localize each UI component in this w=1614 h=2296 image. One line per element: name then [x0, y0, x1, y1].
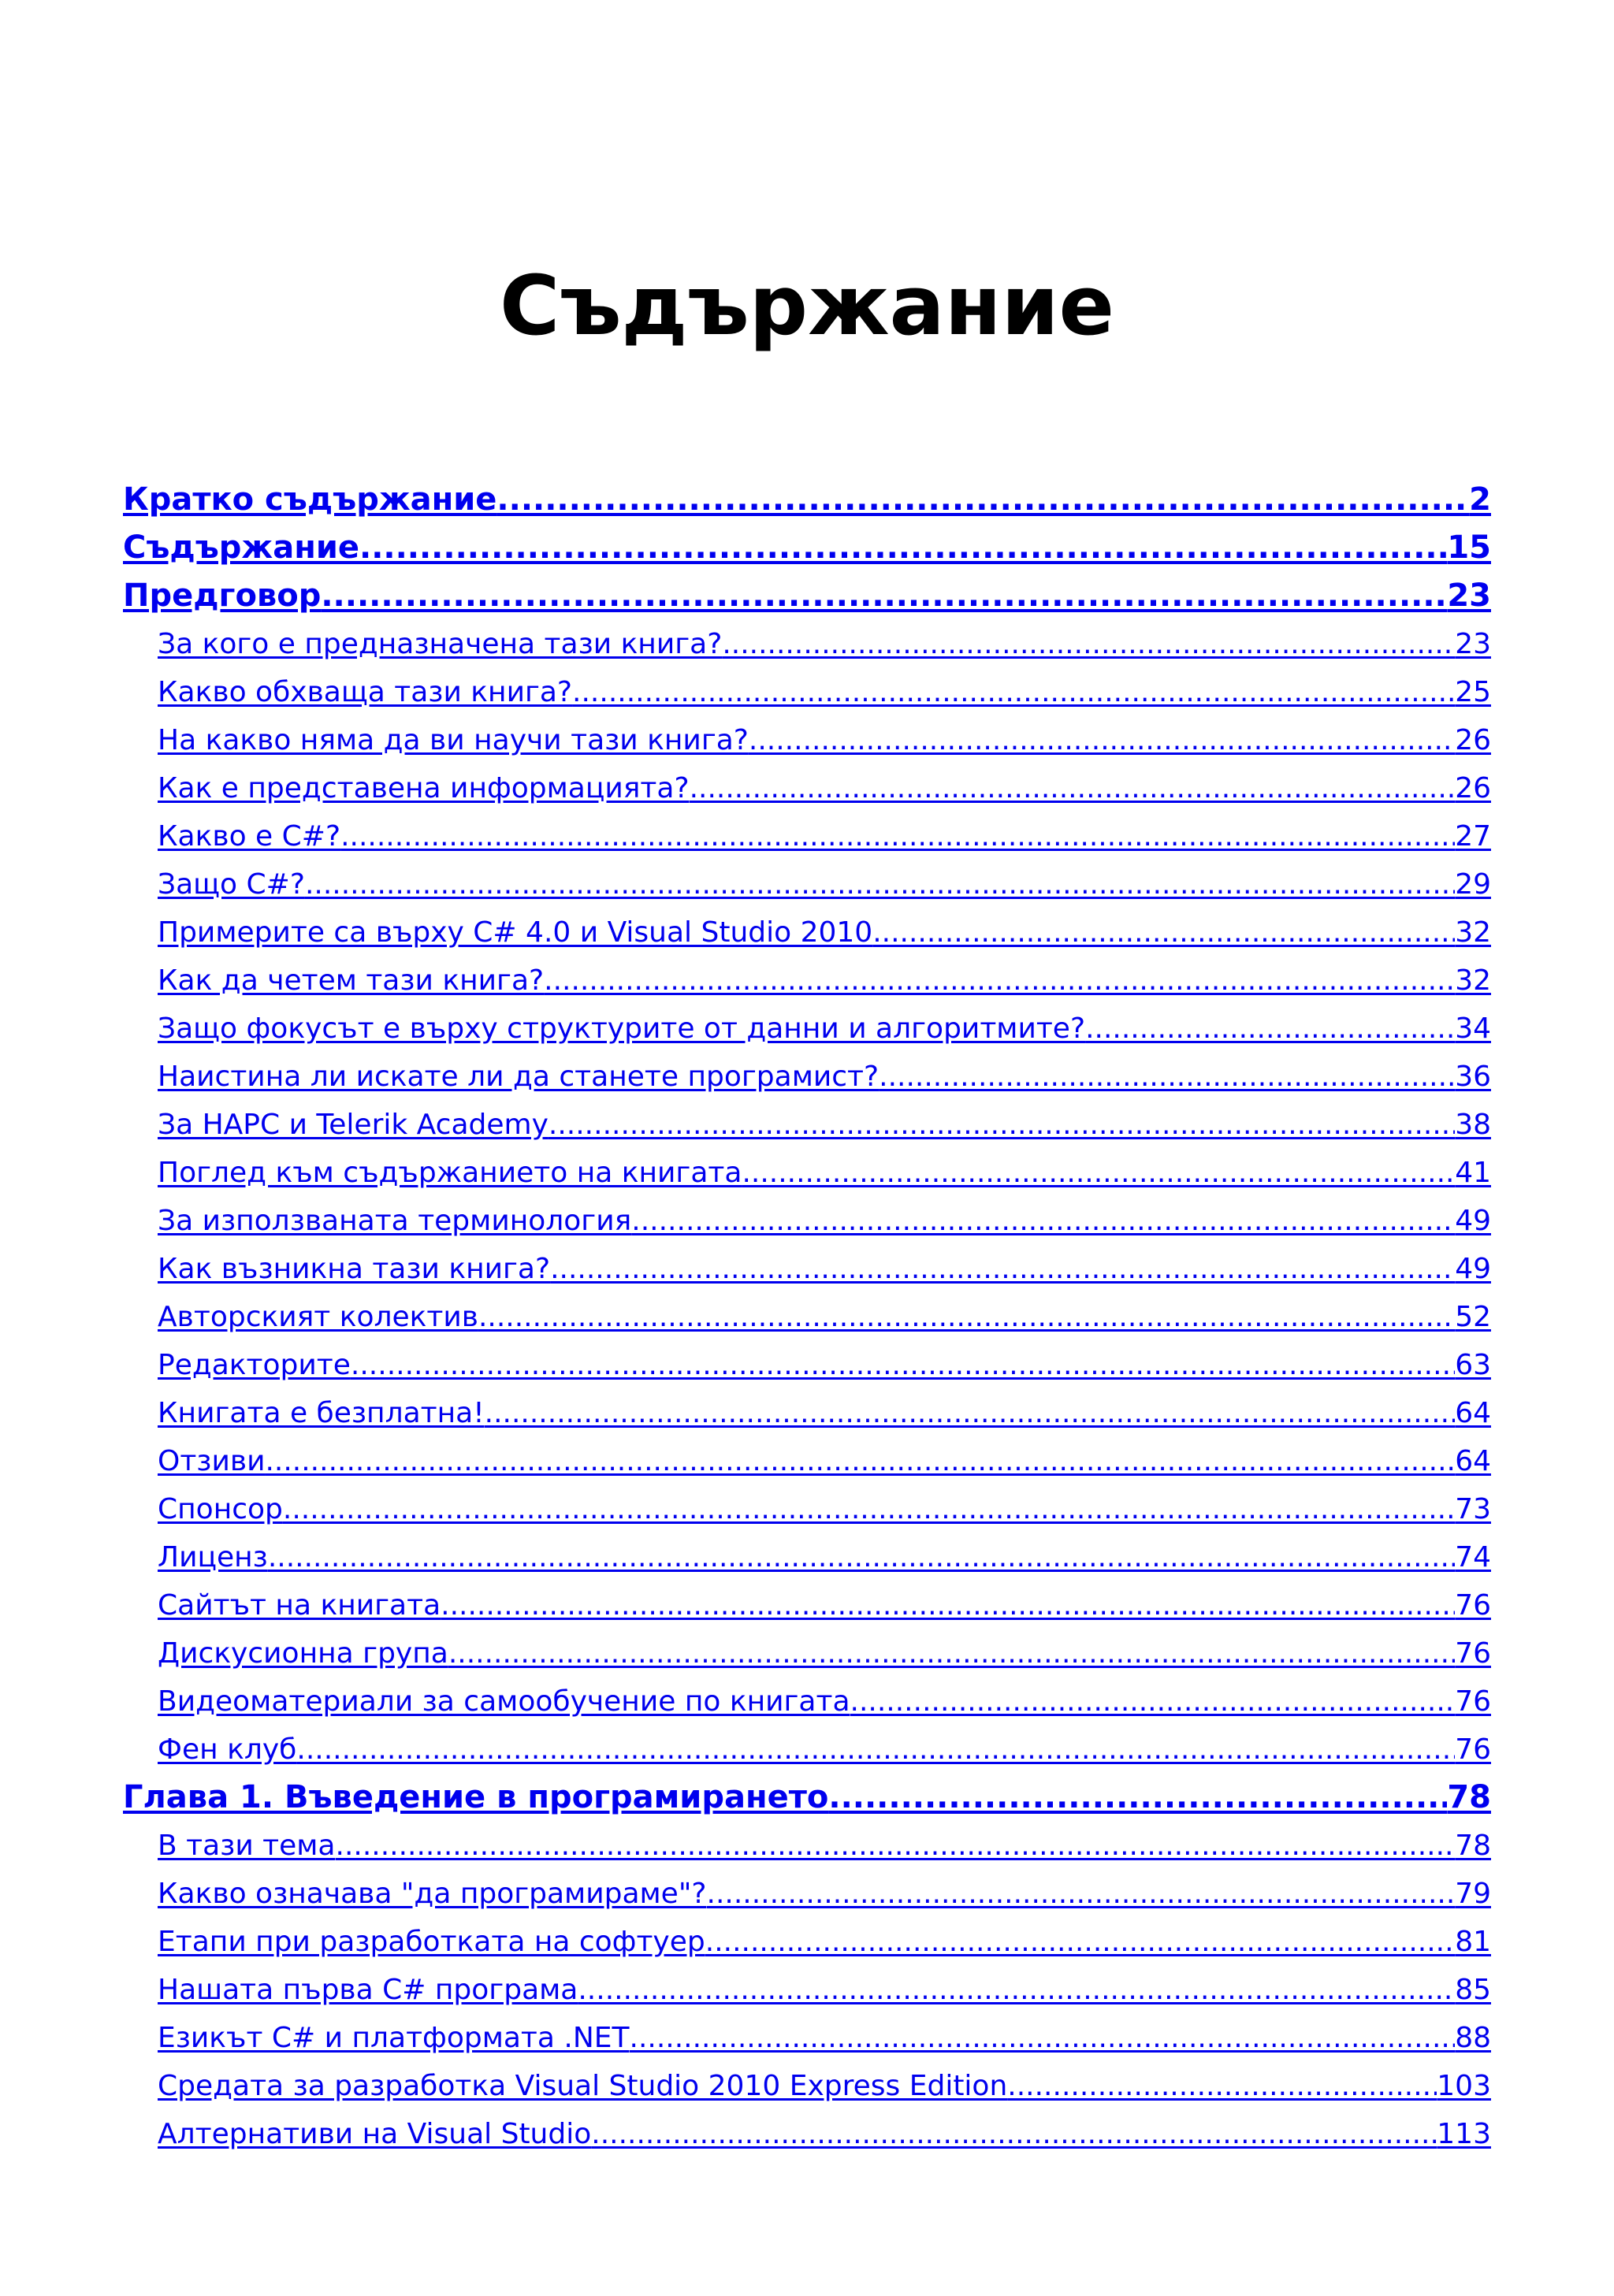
toc-page-number: 15 [1447, 529, 1491, 566]
toc-entry-label: Защо фокусът е върху структурите от данни и алгоритмите? [158, 1012, 1086, 1045]
toc-section-link[interactable] [123, 1629, 1491, 1677]
toc-page-number: 49 [1455, 1205, 1491, 1237]
toc-section-link[interactable] [123, 1918, 1491, 1966]
toc-entry-label: Поглед към съдържанието на книгата [158, 1157, 742, 1189]
toc-section-link[interactable] [123, 1293, 1491, 1341]
toc-page-number: 85 [1455, 1974, 1491, 2006]
toc-entry-label: Фен клуб [158, 1733, 297, 1766]
toc-page-number: 23 [1447, 578, 1491, 614]
toc-dot-leader [572, 668, 1455, 716]
toc-dot-leader [496, 476, 1469, 524]
toc-dot-leader [630, 2014, 1456, 2062]
toc-section-link[interactable] [123, 1197, 1491, 1245]
toc-page-number: 81 [1455, 1926, 1491, 1958]
toc-dot-leader [296, 1726, 1455, 1774]
toc-page-number: 26 [1455, 724, 1491, 756]
toc-chapter-link[interactable] [123, 572, 1491, 620]
toc-page-number: 34 [1455, 1012, 1491, 1045]
toc-section-link[interactable] [123, 1149, 1491, 1197]
toc-page-number: 73 [1455, 1493, 1491, 1525]
toc-page-number: 29 [1455, 868, 1491, 901]
toc-section-link[interactable] [123, 1389, 1491, 1437]
toc-entry-label: Езикът C# и платформата .NET [158, 2022, 630, 2054]
toc-dot-leader [340, 812, 1455, 860]
toc-entry-label: Видеоматериали за самообучение по книгата [158, 1685, 850, 1718]
toc-page-number: 25 [1455, 676, 1491, 708]
toc-entry-label: За използваната терминология [158, 1205, 632, 1237]
toc-dot-leader [742, 1149, 1455, 1197]
toc-page-number: 64 [1455, 1445, 1491, 1477]
toc-dot-leader [722, 620, 1455, 668]
toc-dot-leader [321, 572, 1447, 620]
toc-entry-label: Нашата първа C# програма [158, 1974, 578, 2006]
toc-entry-label: Как възникна тази книга? [158, 1253, 551, 1285]
toc-section-link[interactable] [123, 812, 1491, 860]
toc-section-link[interactable] [123, 716, 1491, 764]
toc-dot-leader [305, 860, 1455, 908]
toc-entry-label: Редакторите [158, 1349, 351, 1381]
toc-entry-label: Как е представена информацията? [158, 772, 690, 804]
toc-entry-label: Отзиви [158, 1445, 266, 1477]
toc-page-number: 76 [1455, 1589, 1491, 1622]
toc-dot-leader [1007, 2062, 1437, 2110]
toc-page-number: 74 [1455, 1541, 1491, 1573]
toc-page-number: 113 [1437, 2118, 1491, 2150]
toc-entry-label: Сайтът на книгата [158, 1589, 441, 1622]
toc-page-number: 78 [1455, 1830, 1491, 1862]
toc-entry-label: Книгата е безплатна! [158, 1397, 485, 1429]
toc-section-link[interactable] [123, 1581, 1491, 1629]
toc-section-link[interactable] [123, 908, 1491, 957]
toc-page-number: 27 [1455, 820, 1491, 853]
toc-page-number: 76 [1455, 1685, 1491, 1718]
toc-chapter-link[interactable] [123, 524, 1491, 572]
toc-dot-leader [631, 1197, 1455, 1245]
toc-entry-label: За кого е предназначена тази книга? [158, 628, 723, 660]
toc-entry-label: Примерите са върху C# 4.0 и Visual Studio 2010 [158, 916, 873, 949]
toc-page-number: 103 [1437, 2070, 1491, 2102]
toc-dot-leader [879, 1053, 1455, 1101]
toc-section-link[interactable] [123, 1966, 1491, 2014]
toc-entry-label: Глава 1. Въведение в програмирането [123, 1779, 829, 1815]
toc-chapter-link[interactable] [123, 476, 1491, 524]
toc-page-number: 64 [1455, 1397, 1491, 1429]
toc-section-link[interactable] [123, 1677, 1491, 1726]
toc-page-number: 41 [1455, 1157, 1491, 1189]
toc-page-number: 63 [1455, 1349, 1491, 1381]
toc-section-link[interactable] [123, 2110, 1491, 2158]
toc-entry-label: Какво означава "да програмираме"? [158, 1878, 707, 1910]
toc-section-link[interactable] [123, 1341, 1491, 1389]
toc-page-number: 26 [1455, 772, 1491, 804]
toc-dot-leader [707, 1870, 1456, 1918]
toc-page-number: 36 [1455, 1061, 1491, 1093]
toc-dot-leader [690, 764, 1456, 812]
toc-dot-leader [544, 957, 1455, 1005]
toc-page-number: 76 [1455, 1733, 1491, 1766]
toc-page-number: 79 [1455, 1878, 1491, 1910]
toc-dot-leader [705, 1918, 1455, 1966]
toc-page-number: 88 [1455, 2022, 1491, 2054]
toc-section-link[interactable] [123, 1053, 1491, 1101]
toc-dot-leader [441, 1581, 1455, 1629]
page-title: Съдържание [500, 258, 1114, 354]
toc-entry-label: Авторският колектив [158, 1301, 478, 1333]
toc-entry-label: Дискусионна група [158, 1637, 448, 1670]
toc-entry-label: Как да четем тази книга? [158, 964, 545, 997]
toc-dot-leader [550, 1245, 1455, 1293]
toc-dot-leader [578, 1966, 1455, 2014]
toc-section-link[interactable] [123, 1245, 1491, 1293]
toc-entry-label: Лиценз [158, 1541, 268, 1573]
toc-section-link[interactable] [123, 668, 1491, 716]
toc-dot-leader [268, 1533, 1455, 1581]
table-of-contents [123, 476, 1491, 2158]
toc-entry-label: Какво обхваща тази книга? [158, 676, 573, 708]
toc-section-link[interactable] [123, 1870, 1491, 1918]
toc-entry-label: Етапи при разработката на софтуер [158, 1926, 705, 1958]
toc-chapter-link[interactable] [123, 1774, 1491, 1822]
toc-entry-label: За НАРС и Telerik Academy [158, 1109, 549, 1141]
toc-dot-leader [549, 1101, 1455, 1149]
toc-page-number: 78 [1447, 1779, 1491, 1815]
toc-entry-label: Средата за разработка Visual Studio 2010 Express Edition [158, 2070, 1008, 2102]
toc-dot-leader [265, 1437, 1455, 1485]
toc-page-number: 38 [1455, 1109, 1491, 1141]
toc-page-number: 23 [1455, 628, 1491, 660]
toc-entry-label: Какво е C#? [158, 820, 341, 853]
toc-dot-leader [478, 1293, 1455, 1341]
toc-dot-leader [485, 1389, 1456, 1437]
toc-page-number: 49 [1455, 1253, 1491, 1285]
toc-section-link[interactable] [123, 1101, 1491, 1149]
toc-entry-label: Предговор [123, 578, 322, 614]
toc-dot-leader [359, 524, 1447, 572]
toc-entry-label: Алтернативи на Visual Studio [158, 2118, 592, 2150]
toc-section-link[interactable] [123, 1533, 1491, 1581]
toc-page-number: 76 [1455, 1637, 1491, 1670]
toc-section-link[interactable] [123, 2062, 1491, 2110]
toc-entry-label: Наистина ли искате ли да станете програмист? [158, 1061, 880, 1093]
toc-dot-leader [336, 1822, 1456, 1870]
toc-section-link[interactable] [123, 957, 1491, 1005]
toc-dot-leader [283, 1485, 1455, 1533]
toc-entry-label: Съдържание [123, 529, 359, 566]
toc-section-link[interactable] [123, 1437, 1491, 1485]
toc-dot-leader [448, 1629, 1455, 1677]
toc-section-link[interactable] [123, 860, 1491, 908]
toc-dot-leader [351, 1341, 1455, 1389]
toc-section-link[interactable] [123, 620, 1491, 668]
toc-section-link[interactable] [123, 2014, 1491, 2062]
toc-section-link[interactable] [123, 1726, 1491, 1774]
toc-entry-label: Кратко съдържание [123, 481, 497, 518]
toc-dot-leader [872, 908, 1455, 957]
toc-page-number: 2 [1469, 481, 1491, 518]
toc-dot-leader [828, 1774, 1447, 1822]
toc-section-link[interactable] [123, 764, 1491, 812]
toc-page-number: 32 [1455, 964, 1491, 997]
toc-entry-label: В тази тема [158, 1830, 336, 1862]
toc-dot-leader [850, 1677, 1456, 1726]
toc-entry-label: На какво няма да ви научи тази книга? [158, 724, 749, 756]
toc-section-link[interactable] [123, 1005, 1491, 1053]
toc-section-link[interactable] [123, 1822, 1491, 1870]
toc-entry-label: Спонсор [158, 1493, 283, 1525]
toc-entry-label: Защо C#? [158, 868, 305, 901]
toc-page-number: 52 [1455, 1301, 1491, 1333]
toc-page-number: 32 [1455, 916, 1491, 949]
toc-dot-leader [749, 716, 1455, 764]
toc-dot-leader [1085, 1005, 1455, 1053]
toc-dot-leader [591, 2110, 1437, 2158]
toc-section-link[interactable] [123, 1485, 1491, 1533]
